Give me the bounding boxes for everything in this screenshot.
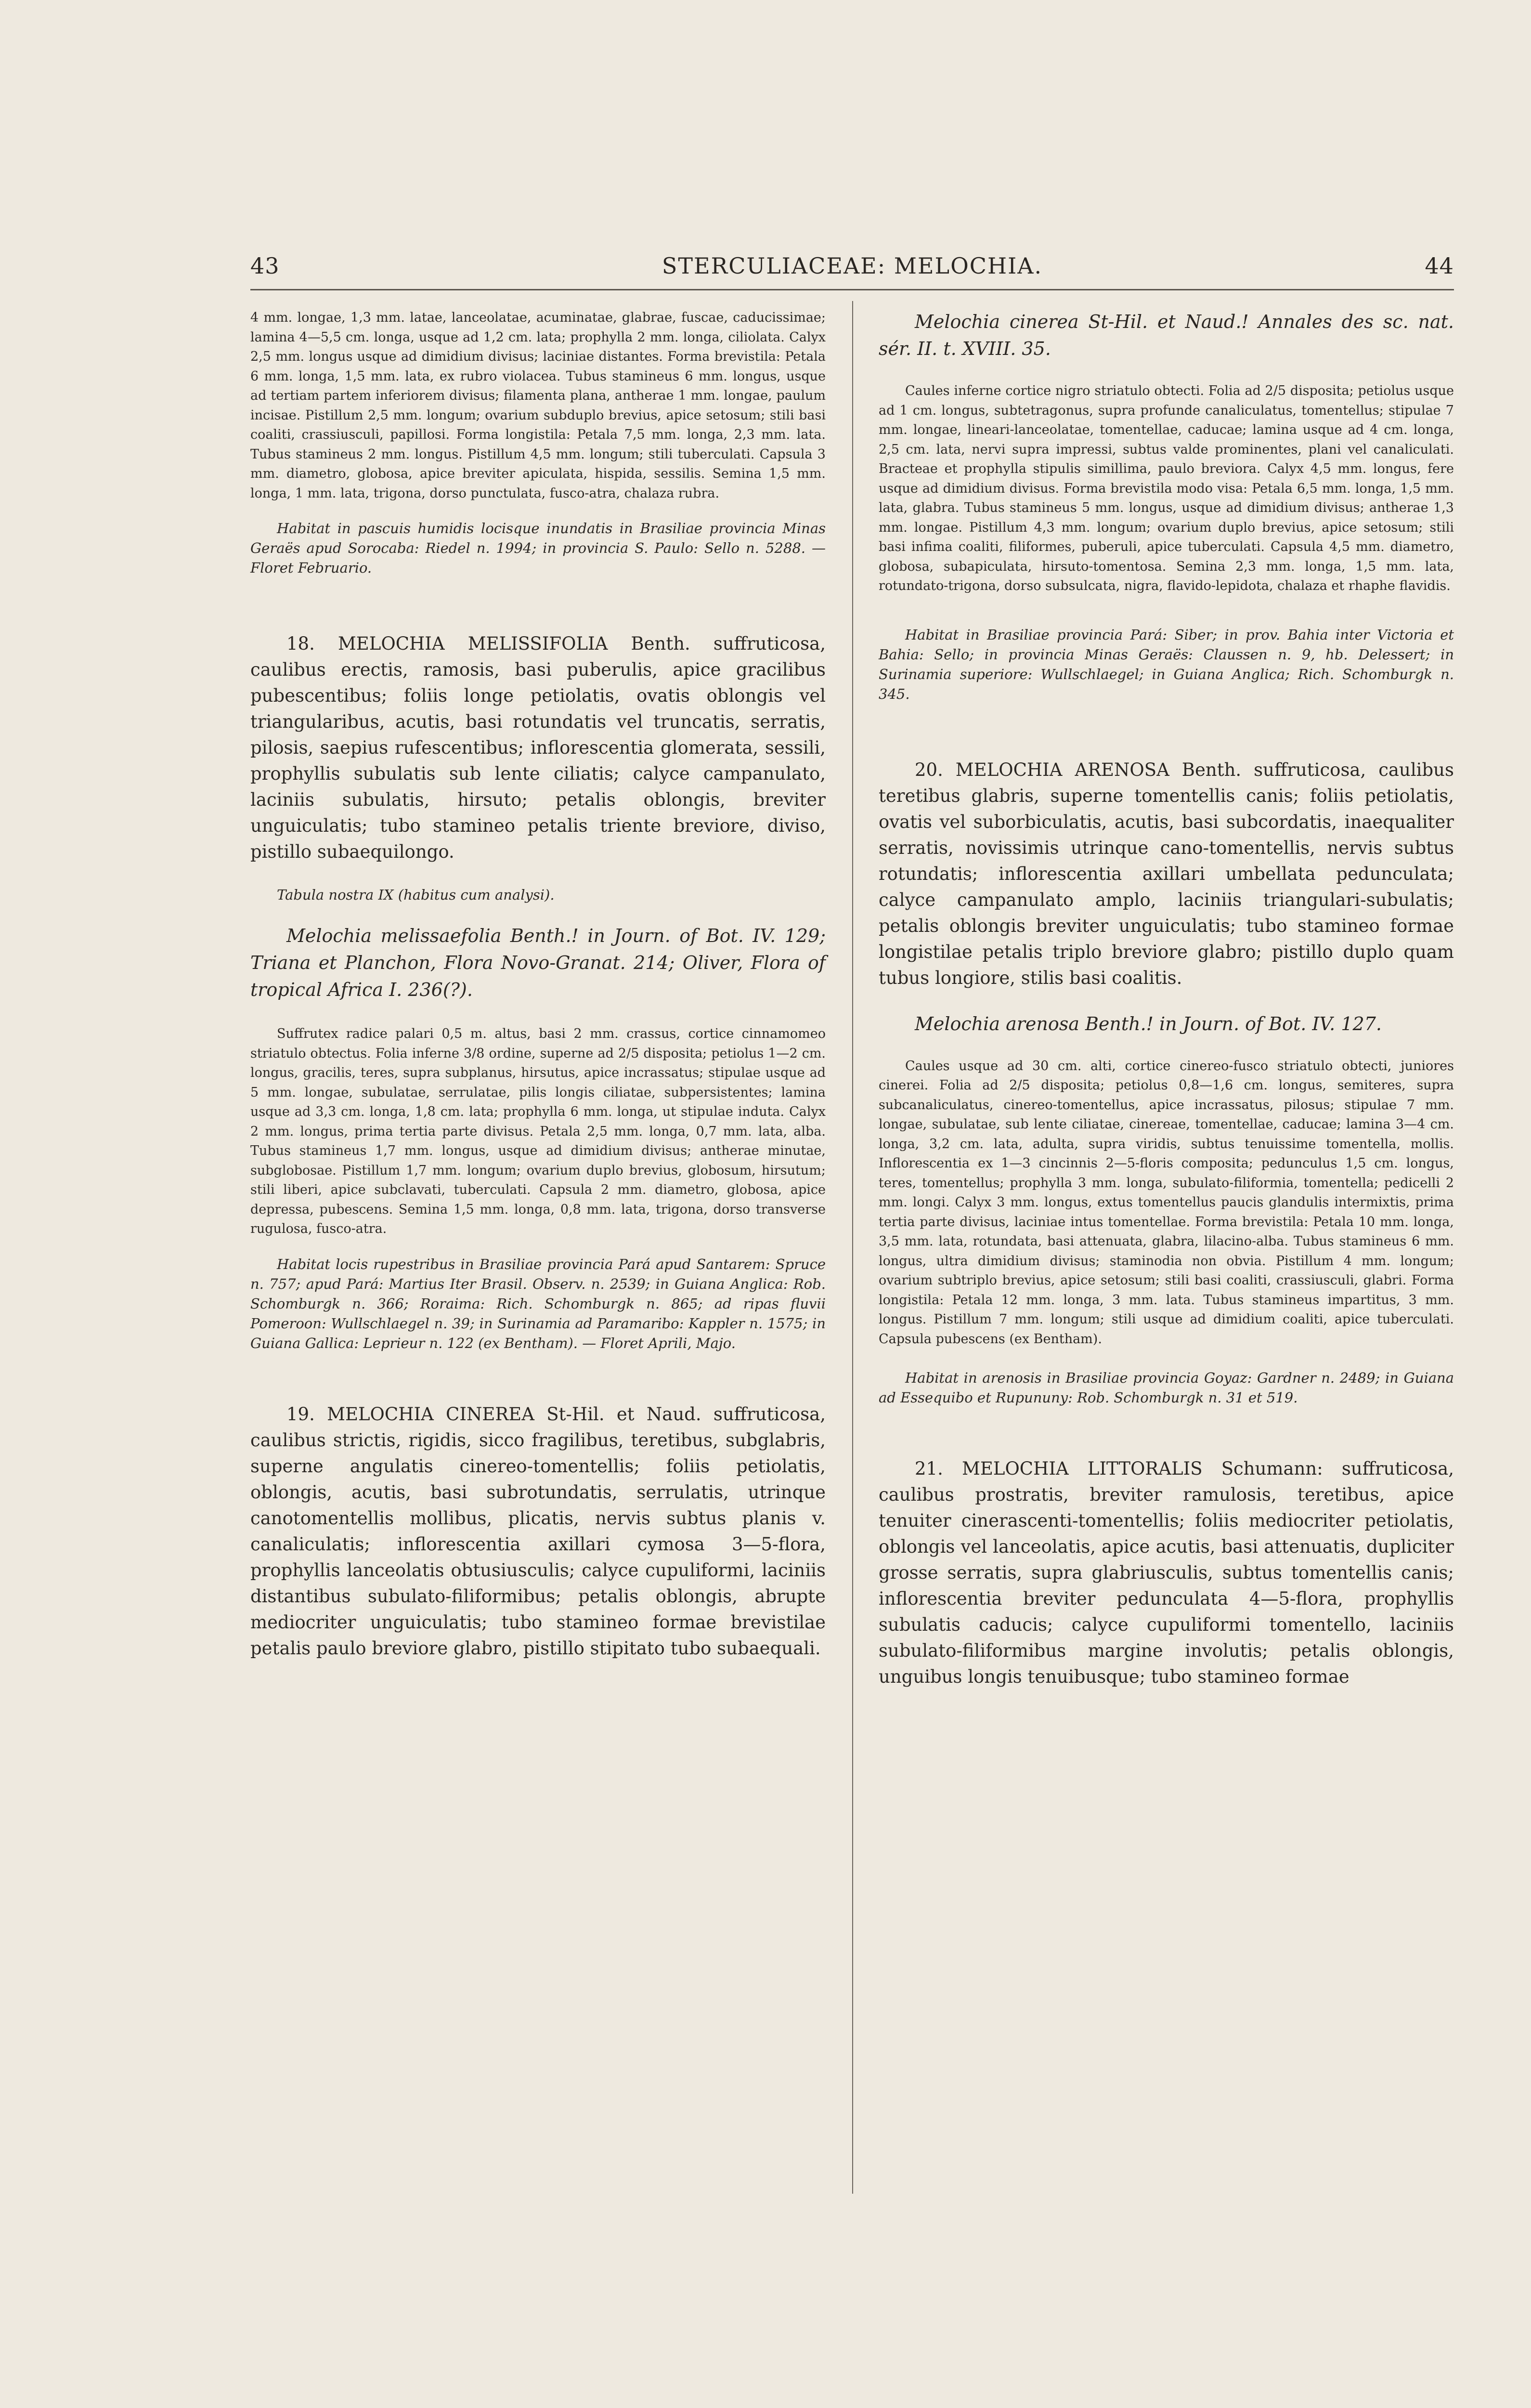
species-18-habitat: Habitat locis rupestribus in Brasiliae provincia Pará apud Santarem: Spruce n. 757; apud Pará: Martius Iter Brasil. Observ. n. 2539; in Guiana Anglica: Rob. Schomburgk n. 366; Roraima: Rich. Schomburgk n. 865; ad ripas fluvii Pomeroon: Wullschlaegel n. 39; in Surinamia ad Paramaribo: Kappler n. 1575; in Guiana Gallica: Leprieur n. 122 (ex Bentham). — Floret Aprili, Majo. [250, 1256, 826, 1351]
species-19-synonymy: Melochia cinerea St-Hil. et Naud.! Annales des sc. nat. sér. II. t. XVIII. 35. [879, 311, 1454, 359]
species-21-diagnosis: 21. MELOCHIA LITTORALIS Schumann: suffruticosa, caulibus prostratis, breviter ramulosis, teretibus, apice tenuiter cinerascenti-tomentellis; foliis mediocriter petiolatis, oblongis vel lanceolatis, apice acutis, basi attenuatis, dupliciter grosse serratis, supra glabriusculis, subtus tomentellis canis; inflorescentia breviter pedunculata 4—5-flora, prophyllis subulatis caducis; calyce cupuliformi tomentello, laciniis subulato-filiformibus margine involutis; petalis oblongis, unguibus longis tenuibusque; tubo stamineo formae [879, 1458, 1454, 1687]
habitat-paragraph: Habitat in pascuis humidis locisque inundatis in Brasiliae provincia Minas Geraës apud Sorocaba: Riedel n. 1994; in provincia S. Paulo: Sello n. 5288. — Floret Februario. [250, 520, 826, 576]
species-18-synonymy: Melochia melissaefolia Benth.! in Journ. of Bot. IV. 129; Triana et Planchon, Flora Novo-Granat. 214; Oliver, Flora of tropical Africa I. 236(?). [250, 925, 826, 1000]
running-title: STERCULIACEAE: MELOCHIA. [662, 253, 1043, 279]
column-divider [852, 301, 853, 2194]
species-19-habitat: Habitat in Brasiliae provincia Pará: Siber; in prov. Bahia inter Victoria et Bahia: Sello; in provincia Minas Geraës: Claussen n. 9, hb. Delessert; in Surinamia superiore: Wullschlaegel; in Guiana Anglica; Rich. Schomburgk n. 345. [879, 626, 1454, 702]
species-20-habitat: Habitat in arenosis in Brasiliae provincia Goyaz: Gardner n. 2489; in Guiana ad Essequibo et Rupununy: Rob. Schomburgk n. 31 et 519. [879, 1370, 1454, 1406]
species-18-description: Suffrutex radice palari 0,5 m. altus, basi 2 mm. crassus, cortice cinnamomeo striatulo obtectus. Folia inferne 3/8 ordine, superne ad 2/5 disposita; petiolus 1—2 cm. longus, gracilis, teres, supra subplanus, hirsutus, apice incrassatus; stipulae usque ad 5 mm. longae, subulatae, serrulatae, pilis longis ciliatae, subpersistentes; lamina usque ad 3,3 cm. longa, 1,8 cm. lata; prophylla 6 mm. longa, ut stipulae induta. Calyx 2 mm. longus, prima tertia parte divisus. Petala 2,5 mm. longa, 0,7 mm. lata, alba. Tubus stamineus 1,7 mm. longus, usque ad dimidium divisus; antherae minutae, subglobosae. Pistillum 1,7 mm. longum; ovarium duplo brevius, globosum, hirsutum; stili liberi, apice subclavati, tuberculati. Capsula 2 mm. diametro, globosa, apice depressa, pubescens. Semina 1,5 mm. longa, 0,8 mm. lata, trigona, dorso transverse rugulosa, fusco-atra. [250, 1026, 826, 1236]
page-number-right: 44 [1425, 253, 1454, 279]
running-header [250, 253, 1454, 287]
species-20-description: Caules usque ad 30 cm. alti, cortice cinereo-fusco striatulo obtecti, juniores cinerei. Folia ad 2/5 disposita; petiolus 0,8—1,6 cm. longus, semiteres, supra subcanaliculatus, cinereo-tomentellus, apice incrassatus, pilosus; stipulae 7 mm. longae, subulatae, sub lente ciliatae, cinereae, tomentellae, caducae; lamina 3—4 cm. longa, 3,2 cm. lata, adulta, supra viridis, subtus tenuissime tomentella, mollis. Inflorescentia ex 1—3 cincinnis 2—5-floris composita; pedunculus 1,5 cm. longus, teres, tomentellus; prophylla 3 mm. longa, subulato-filiformia, tomentella; pedicelli 2 mm. longi. Calyx 3 mm. longus, extus tomentellus paucis glandulis intermixtis, prima tertia parte divisus, laciniae intus tomentellae. Forma brevistila: Petala 10 mm. longa, 3,5 mm. lata, rotundata, basi attenuata, glabra, lilacino-alba. Tubus stamineus 6 mm. longus, ultra dimidium divisus; staminodia non obvia. Pistillum 4 mm. longum; ovarium subtriplo brevius, apice setosum; stili basi coaliti, crassiusculi, glabri. Forma longistila: Petala 12 mm. longa, 3 mm. lata. Tubus stamineus impartitus, 3 mm. longus. Pistillum 7 mm. longum; stili usque ad dimidium coaliti, apice tuberculati. Capsula pubescens (ex Bentham). [879, 1058, 1454, 1347]
header-rule [250, 289, 1454, 290]
page-number-left: 43 [250, 253, 280, 279]
species-19-description: Caules inferne cortice nigro striatulo obtecti. Folia ad 2/5 disposita; petiolus usque ad 1 cm. longus, subtetragonus, supra profunde canaliculatus, tomentellus; stipulae 7 mm. longae, lineari-lanceolatae, tomentellae, caducae; lamina usque ad 4 cm. longa, 2,5 cm. lata, nervi supra impressi, subtus valde prominentes, plani vel canaliculati. Bracteae et prophylla stipulis simillima, paulo breviora. Calyx 4,5 mm. longus, fere usque ad dimidium divisus. Forma brevistila modo visa: Petala 6,5 mm. longa, 1,5 mm. lata, glabra. Tubus stamineus 5 mm. longus, usque ad dimidium divisus; antherae 1,3 mm. longae. Pistillum 4,3 mm. longum; ovarium duplo brevius, apice setosum; stili basi infima coaliti, filiformes, puberuli, apice tuberculati. Capsula 4,5 mm. diametro, globosa, subapiculata, hirsuto-tomentosa. Semina 2,3 mm. longa, 1,5 mm. lata, rotundato-trigona, dorso subsulcata, nigra, flavido-lepidota, chalaza et rhaphe flavidis. [879, 383, 1454, 593]
left-column [250, 308, 826, 1662]
species-18-diagnosis: 18. MELOCHIA MELISSIFOLIA Benth. suffruticosa, caulibus erectis, ramosis, basi puberulis, apice gracilibus pubescentibus; foliis longe petiolatis, ovatis oblongis vel triangularibus, acutis, basi rotundatis vel truncatis, serratis, pilosis, saepius rufescentibus; inflorescentia glomerata, sessili, prophyllis subulatis sub lente ciliatis; calyce campanulato, laciniis subulatis, hirsuto; petalis oblongis, breviter unguiculatis; tubo stamineo petalis triente breviore, diviso, pistillo subaequilongo. [250, 633, 826, 862]
description-continued: 4 mm. longae, 1,3 mm. latae, lanceolatae, acuminatae, glabrae, fuscae, caducissimae; lamina 4—5,5 cm. longa, usque ad 1,2 cm. lata; prophylla 2 mm. longa, ciliolata. Calyx 2,5 mm. longus usque ad dimidium divisus; laciniae distantes. Forma brevistila: Petala 6 mm. longa, 1,5 mm. lata, ex rubro violacea. Tubus stamineus 6 mm. longus, usque ad tertiam partem inferiorem divisus; filamenta plana, antherae 1 mm. longae, paulum incisae. Pistillum 2,5 mm. longum; ovarium subduplo brevius, apice setosum; stili basi coaliti, crassiusculi, papillosi. Forma longistila: Petala 7,5 mm. longa, 2,3 mm. lata. Tubus stamineus 2 mm. longus. Pistillum 4,5 mm. longum; stili tuberculati. Capsula 3 mm. diametro, globosa, apice breviter apiculata, hispida, sessilis. Semina 1,5 mm. longa, 1 mm. lata, trigona, dorso punctulata, fusco-atra, chalaza rubra. [250, 310, 826, 501]
plate-reference: Tabula nostra IX (habitus cum analysi). [277, 887, 555, 903]
species-20-diagnosis: 20. MELOCHIA ARENOSA Benth. suffruticosa, caulibus teretibus glabris, superne tomentellis canis; foliis petiolatis, ovatis vel suborbiculatis, acutis, basi subcordatis, inaequaliter serratis, novissimis utrinque cano-tomentellis, nervis subtus rotundatis; inflorescentia axillari umbellata pedunculata; calyce campanulato amplo, laciniis triangulari-subulatis; petalis oblongis breviter unguiculatis; tubo stamineo formae longistilae petalis triplo breviore glabro; pistillo duplo quam tubus longiore, stilis basi coalitis. [879, 759, 1454, 988]
species-19-diagnosis: 19. MELOCHIA CINEREA St-Hil. et Naud. suffruticosa, caulibus strictis, rigidis, sicco fragilibus, teretibus, subglabris, superne angulatis cinereo-tomentellis; foliis petiolatis, oblongis, acutis, basi subrotundatis, serrulatis, utrinque canotomentellis mollibus, plicatis, nervis subtus planis v. canaliculatis; inflorescentia axillari cymosa 3—5-flora, prophyllis lanceolatis obtusiusculis; calyce cupuliformi, laciniis distantibus subulato-filiformibus; petalis oblongis, abrupte mediocriter unguiculatis; tubo stamineo formae brevistilae petalis paulo breviore glabro, pistillo stipitato tubo subaequali. [250, 1403, 826, 1659]
right-column [879, 308, 1454, 1690]
species-20-synonymy: Melochia arenosa Benth.! in Journ. of Bot. IV. 127. [915, 1013, 1382, 1034]
